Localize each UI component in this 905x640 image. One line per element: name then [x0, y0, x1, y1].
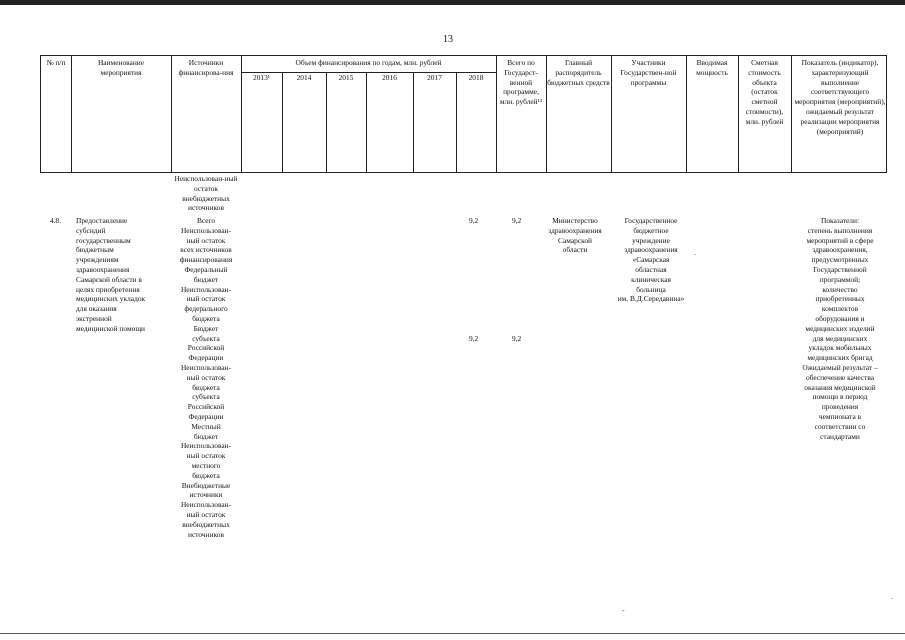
header-year: 2017 [427, 73, 442, 82]
participant-line: «Самарская [632, 255, 670, 265]
scan-mark: . [891, 592, 893, 601]
indicator-line: оказания медицинской [804, 382, 876, 392]
source-line: бюджета [192, 313, 220, 323]
indicator-line: предусмотренных [811, 255, 869, 265]
participant-line: здравоохранения [624, 245, 678, 255]
indicator-line: помощи в период [812, 392, 868, 402]
indicator-line: чемпионата в [818, 411, 862, 421]
source-line: всех источников [180, 245, 232, 255]
source-line: Внебюджетные [181, 480, 231, 490]
indicator-line: Ожидаемый результат – [802, 362, 878, 372]
name-line: целях приобретения [76, 284, 140, 294]
header-year: 2016 [382, 73, 397, 82]
header-source: Источники финансирова-ния [178, 58, 234, 77]
header-funding-title: Объем финансирования по годам, млн. рублей [295, 58, 442, 67]
header-total: Всего по Государст-венной программе, млн. рублей¹³ [499, 58, 543, 107]
participant-line: учреждение [632, 235, 670, 245]
manager-line: Министерство [552, 216, 598, 225]
name-line: государственным [76, 235, 131, 245]
page-number: 13 [443, 34, 453, 45]
header-indicator: Показатель (индикатор), характеризующий выполнение соответствующего мероприятия (мероприятий), ожидаемый результат реализации мероприятия (мероприятий) [794, 58, 886, 136]
prev-row-source-tail: Неиспользован-ный остаток внебюджетных источников [174, 174, 238, 213]
name-line: медицинских укладок [76, 294, 146, 304]
source-line: источники [189, 490, 223, 500]
header-year: 2013¹ [253, 73, 270, 82]
source-line: бюджет [193, 274, 219, 284]
source-line: ный остаток [186, 451, 226, 461]
name-line: учреждениям [76, 255, 119, 265]
indicator-line: соответствии со [814, 421, 866, 431]
value-2018-regional: 9,2 [469, 334, 479, 343]
value-program-regional: 9,2 [512, 334, 522, 343]
indicator-line: проведения [821, 402, 859, 412]
top-border [0, 0, 905, 5]
name-line: бюджетным [76, 245, 114, 255]
participant-line: областная [635, 264, 667, 274]
indicator-line: степень выполнения [807, 225, 873, 235]
source-line: бюджета [192, 382, 220, 392]
participant-line: бюджетное [633, 225, 669, 235]
value-program-total: 9,2 [512, 216, 522, 225]
source-line: Российской [187, 402, 225, 412]
source-line: Неиспользован- [180, 500, 232, 510]
participant-line: Государственное [624, 216, 678, 225]
header-participants: Участники Государствен-ной программы [620, 58, 677, 87]
header-year: 2018 [468, 73, 484, 82]
header-estimated-cost: Сметная стоимость объекта (остаток сметной стоимости), млн. рублей [745, 58, 784, 126]
name-line: экстренной [76, 313, 112, 323]
row-number: 4.8. [50, 216, 62, 225]
source-line: Местный [191, 421, 221, 431]
source-line: федерального [184, 304, 228, 314]
name-line: здравоохранения [76, 264, 130, 274]
source-line: Неиспользован- [180, 284, 232, 294]
source-line: источников [188, 529, 224, 539]
row-name [76, 216, 176, 334]
name-line: субсидий [76, 225, 106, 235]
row-participants [606, 216, 696, 304]
indicator-line: количество [822, 284, 858, 294]
indicator-line: стандартами [820, 431, 860, 441]
source-line: местного [191, 460, 221, 470]
indicator-line: для медицинских [812, 333, 868, 343]
header-main-manager: Главный распорядитель бюджетных средств [547, 58, 610, 87]
source-line: бюджет [193, 431, 219, 441]
indicator-line: здравоохранения, [812, 245, 868, 255]
name-line: для оказания [76, 304, 117, 314]
source-line: внебюджетных [182, 519, 230, 529]
indicator-line: комплектов [821, 304, 859, 314]
source-line: Федерации [188, 353, 224, 363]
bottom-border [0, 633, 905, 634]
source-line: Неиспользован- [180, 441, 232, 451]
table-header [40, 55, 887, 173]
source-line: Федеральный [184, 264, 228, 274]
participant-line: им. В.Д.Середавина» [617, 294, 685, 304]
participant-line: клиническая [631, 274, 671, 284]
manager-line: здравоохранения [548, 225, 602, 235]
source-line: ный остаток [186, 294, 226, 304]
indicator-line: Государственной [813, 264, 867, 274]
value-2018-total: 9,2 [469, 216, 479, 225]
source-line: Федерации [188, 411, 224, 421]
indicator-line: приобретенных [815, 294, 865, 304]
indicator-line: программой; [819, 274, 861, 284]
source-line: субъекта [192, 392, 220, 402]
header-capacity: Вводимая мощность [696, 58, 728, 77]
row-main-manager [540, 216, 610, 255]
indicator-line: оборудования и [815, 313, 865, 323]
row-sources [170, 216, 242, 539]
source-line: Неиспользован- [180, 362, 232, 372]
header-no: № п/п [46, 58, 66, 67]
source-line: субъекта [192, 333, 220, 343]
source-line: ный остаток [186, 372, 226, 382]
manager-line: области [562, 245, 588, 255]
participant-line: больница [636, 284, 666, 294]
indicator-line: обеспечение качества [805, 372, 875, 382]
header-year: 2015 [338, 73, 354, 82]
indicator-line: мероприятий в сфере [806, 235, 874, 245]
name-line: медицинской помощи [76, 323, 145, 333]
indicator-line: медицинских изделий [805, 323, 875, 333]
manager-line: Самарской [558, 235, 592, 245]
name-line: Самарской области в [76, 274, 142, 284]
source-line: бюджета [192, 470, 220, 480]
scan-mark: - [622, 606, 625, 615]
source-line: финансирования [179, 255, 233, 265]
scan-mark: . [694, 248, 696, 257]
source-line: Всего [196, 216, 216, 225]
source-line: Российской [187, 343, 225, 353]
source-line: Бюджет [193, 323, 219, 333]
name-line: Предоставление [76, 216, 128, 225]
source-line: ный остаток [186, 235, 226, 245]
source-line: ный остаток [186, 509, 226, 519]
row-indicator [792, 216, 888, 441]
header-name: Наименование мероприятия [97, 58, 145, 77]
header-year: 2014 [296, 73, 312, 82]
indicator-line: медицинских бригад [807, 353, 873, 363]
indicator-line: Показатели: [820, 216, 859, 225]
indicator-line: укладок мобильных [808, 343, 872, 353]
source-line: Неиспользован- [180, 225, 232, 235]
